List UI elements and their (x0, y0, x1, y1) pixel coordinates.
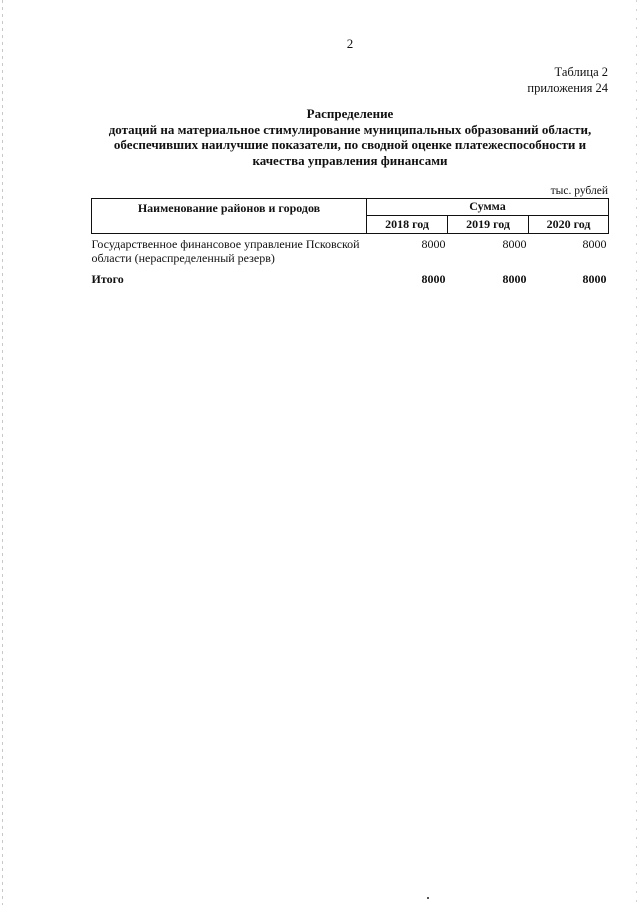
row-value-2019: 8000 (502, 237, 527, 251)
table-reference (527, 64, 608, 96)
page-number: 2 (346, 36, 354, 51)
column-header-sum: Сумма (367, 199, 609, 216)
column-header-year-2018: 2018 год (367, 215, 448, 233)
row-value-2018: 8000 (421, 237, 446, 251)
total-value-2018: 8000 (421, 272, 446, 286)
unit-label: тыс. рублей (550, 185, 608, 197)
table-row (92, 234, 609, 266)
total-row (92, 265, 609, 286)
total-value-2020: 8000 (582, 272, 607, 286)
scan-edge-right (636, 0, 637, 905)
table-ref-line-1: Таблица 2 (554, 65, 608, 79)
scan-speck (427, 897, 429, 899)
scan-edge-left (2, 0, 3, 905)
total-value-2019: 8000 (502, 272, 527, 286)
title-line-3: обеспечивших наилучшие показатели, по сводной оценке платежеспособности и (113, 137, 587, 152)
total-label: Итого (91, 272, 124, 286)
column-header-year-2019: 2019 год (448, 215, 529, 233)
column-header-year-2020: 2020 год (529, 215, 609, 233)
row-name-cell: Государственное финансовое управление Псковской области (нераспределенный резерв) (91, 237, 360, 265)
column-header-name: Наименование районов и городов (92, 199, 367, 234)
table-ref-line-2: приложения 24 (527, 81, 608, 95)
document-title (90, 106, 610, 168)
title-line-2: дотаций на материальное стимулирование муниципальных образований области, (108, 121, 592, 137)
row-value-2020: 8000 (582, 237, 607, 251)
title-line-1: Распределение (306, 106, 394, 121)
title-line-4: качества управления финансами (252, 152, 448, 168)
distribution-table (91, 198, 609, 286)
